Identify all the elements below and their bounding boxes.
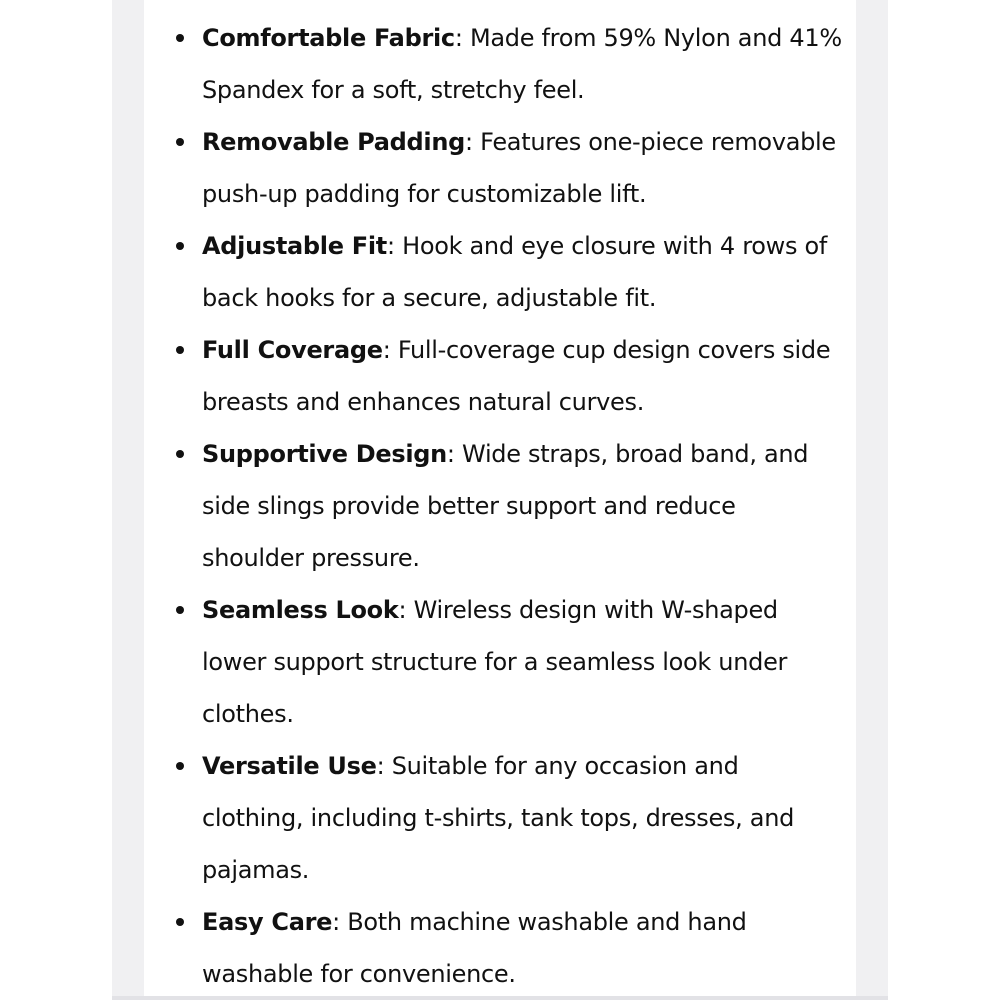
feature-title: Versatile Use bbox=[202, 752, 377, 780]
feature-title: Supportive Design bbox=[202, 440, 447, 468]
bullet-icon bbox=[176, 34, 184, 42]
feature-description: : Full-coverage cup design covers side breasts and enhances natural curves. bbox=[202, 336, 831, 416]
feature-title: Full Coverage bbox=[202, 336, 383, 364]
feature-item-easy-care bbox=[144, 896, 856, 1000]
feature-item-comfortable-fabric bbox=[144, 12, 856, 116]
bullet-icon bbox=[176, 918, 184, 926]
bullet-icon bbox=[176, 762, 184, 770]
feature-description: : Wide straps, broad band, and side slings provide better support and reduce shoulder pressure. bbox=[202, 440, 809, 572]
feature-item-versatile-use bbox=[144, 740, 856, 896]
bullet-icon bbox=[176, 242, 184, 250]
bullet-icon bbox=[176, 606, 184, 614]
product-description-panel bbox=[144, 0, 856, 1000]
feature-item-adjustable-fit bbox=[144, 220, 856, 324]
feature-item-seamless-look bbox=[144, 584, 856, 740]
feature-title: Removable Padding bbox=[202, 128, 466, 156]
feature-description: : Made from 59% Nylon and 41% Spandex for a soft, stretchy feel. bbox=[202, 24, 842, 104]
bullet-icon bbox=[176, 346, 184, 354]
feature-item-full-coverage bbox=[144, 324, 856, 428]
bullet-icon bbox=[176, 138, 184, 146]
feature-title: Adjustable Fit bbox=[202, 232, 387, 260]
bottom-divider bbox=[112, 996, 888, 1000]
feature-list bbox=[144, 12, 856, 1000]
feature-item-removable-padding bbox=[144, 116, 856, 220]
left-margin-band bbox=[112, 0, 144, 1000]
feature-description: : Both machine washable and hand washable for convenience. bbox=[202, 908, 747, 988]
feature-description: : Wireless design with W-shaped lower support structure for a seamless look under clothes. bbox=[202, 596, 788, 728]
feature-title: Comfortable Fabric bbox=[202, 24, 455, 52]
bullet-icon bbox=[176, 450, 184, 458]
feature-title: Easy Care bbox=[202, 908, 333, 936]
feature-title: Seamless Look bbox=[202, 596, 399, 624]
feature-description: : Hook and eye closure with 4 rows of back hooks for a secure, adjustable fit. bbox=[202, 232, 828, 312]
right-margin-band bbox=[856, 0, 888, 1000]
feature-description: : Features one-piece removable push-up padding for customizable lift. bbox=[202, 128, 836, 208]
feature-description: : Suitable for any occasion and clothing, including t-shirts, tank tops, dresses, and pajamas. bbox=[202, 752, 795, 884]
feature-item-supportive-design bbox=[144, 428, 856, 584]
